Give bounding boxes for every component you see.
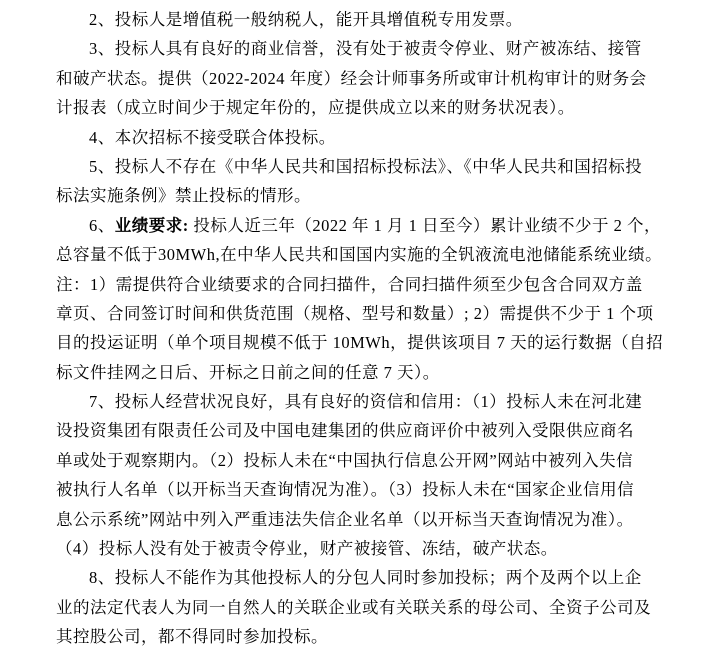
text-line: [56, 211, 670, 240]
text-line: [56, 358, 670, 387]
body-text: 其控股公司，都不得同时参加投标。: [56, 627, 328, 647]
body-text: 章页、合同签订时间和供货范围（规格、型号和数量）; 2）需提供不少于 1 个项: [56, 303, 654, 323]
text-line: [56, 123, 670, 152]
body-text: 目的投运证明（单个项目规模不低于 10MWh，提供该项目 7 天的运行数据（自招: [56, 333, 664, 353]
text-line: [56, 328, 670, 357]
text-line: [56, 505, 670, 534]
body-text: 息公示系统”网站中列入严重违法失信企业名单（以开标当天查询情况为准）。: [56, 509, 634, 529]
text-line: [56, 299, 670, 328]
text-line: [56, 93, 670, 122]
body-text: 注：1）需提供符合业绩要求的合同扫描件，合同扫描件须至少包含合同双方盖: [56, 274, 643, 294]
text-line: [56, 475, 670, 504]
text-line: [56, 563, 670, 592]
body-text: （4）投标人没有处于被责令停业，财产被接管、冻结，破产状态。: [56, 539, 558, 559]
text-line: [56, 387, 670, 416]
body-text: 5、投标人不存在《中华人民共和国招标投标法》、《中华人民共和国招标投: [89, 156, 643, 176]
body-text: 总容量不低于30MWh,在中华人民共和国国内实施的全钒液流电池储能系统业绩。: [56, 245, 663, 265]
body-text: 6、: [89, 215, 115, 235]
emphasis-text: 业绩要求:: [114, 215, 189, 235]
text-line: [56, 416, 670, 445]
body-text: 2、投标人是增值税一般纳税人，能开具增值税专用发票。: [89, 10, 523, 29]
body-text: 3、投标人具有良好的商业信誉，没有处于被责令停业、财产被冻结、接管: [89, 39, 642, 59]
body-text: 8、投标人不能作为其他投标人的分包人同时参加投标；两个及两个以上企: [89, 568, 642, 588]
text-line: [56, 593, 670, 622]
text-line: [56, 64, 670, 93]
text-line: [56, 446, 670, 475]
body-text: 7、投标人经营状况良好，具有良好的资信和信用：（1）投标人未在河北建: [89, 392, 643, 412]
text-line: [56, 240, 670, 269]
text-line: [56, 5, 670, 34]
body-text: 设投资集团有限责任公司及中国电建集团的供应商评价中被列入受限供应商名: [56, 421, 634, 441]
text-line: [56, 270, 670, 299]
body-text: 和破产状态。提供（2022-2024 年度）经会计师事务所或审计机构审计的财务会: [56, 68, 647, 88]
text-line: [56, 181, 670, 210]
body-text: 标法实施条例》禁止投标的情形。: [56, 186, 311, 206]
body-text: 投标人近三年（2022 年 1 月 1 日至今）累计业绩不少于 2 个，: [188, 215, 661, 235]
body-text: 4、本次招标不接受联合体投标。: [89, 127, 336, 147]
body-text: 标文件挂网之日后、开标之日前之间的任意 7 天）。: [56, 362, 440, 382]
text-line: [56, 34, 670, 63]
text-line: [56, 622, 670, 651]
document-body: [56, 5, 670, 652]
text-line: [56, 152, 670, 181]
body-text: 计报表（成立时间少于规定年份的，应提供成立以来的财务状况表）。: [56, 98, 575, 118]
body-text: 单或处于观察期内。（2）投标人未在“中国执行信息公开网”网站中被列入失信: [56, 450, 634, 470]
text-line: [56, 534, 670, 563]
body-text: 被执行人名单（以开标当天查询情况为准）。（3）投标人未在“国家企业信用信: [56, 480, 635, 500]
body-text: 业的法定代表人为同一自然人的关联企业或有关联关系的母公司、全资子公司及: [56, 597, 651, 617]
